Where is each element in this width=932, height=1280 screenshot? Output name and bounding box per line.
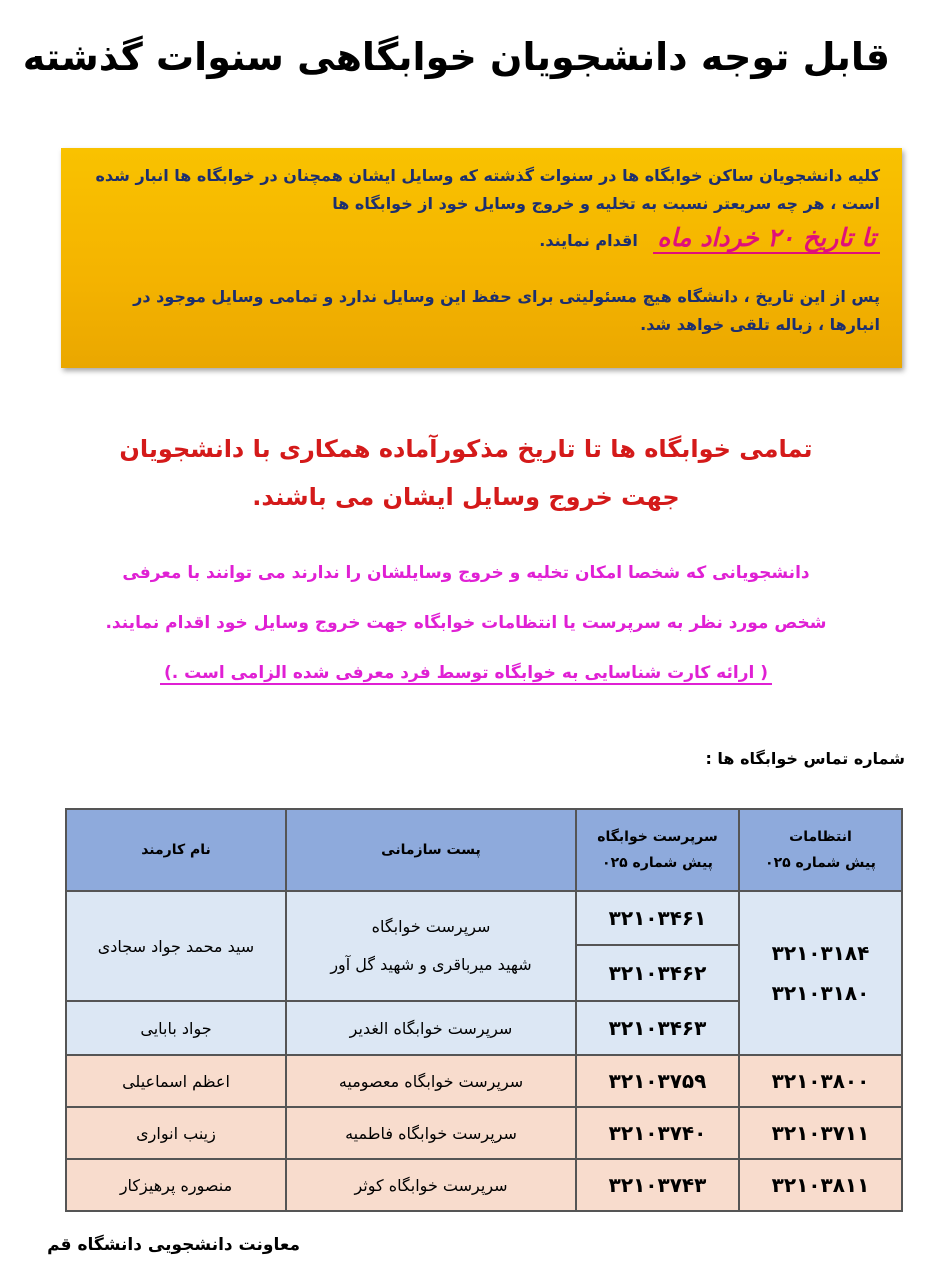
security-number: ۳۲۱۰۳۸۰۰	[739, 1055, 902, 1107]
employee-cell: سید محمد جواد سجادی	[66, 891, 286, 1001]
supervisor-number: ۳۲۱۰۳۴۶۳	[576, 1001, 739, 1055]
employee-cell: اعظم اسماعیلی	[66, 1055, 286, 1107]
supervisor-number: ۳۲۱۰۳۷۴۰	[576, 1107, 739, 1159]
position-line-2: شهید میرباقری و شهید گل آور	[330, 955, 532, 974]
security-number: ۳۲۱۰۳۷۱۱	[739, 1107, 902, 1159]
footer-signature: معاونت دانشجویی دانشگاه قم	[47, 1235, 300, 1255]
table-row	[66, 1107, 902, 1159]
id-card-note: ( ارائه کارت شناسایی به خوابگاه توسط فرد معرفی شده الزامی است .)	[160, 663, 772, 685]
header-position: پست سازمانی	[286, 809, 576, 891]
notice-box	[61, 148, 902, 368]
header-security-prefix: پیش شماره ۰۲۵	[765, 855, 876, 871]
notice-text-1: کلیه دانشجویان ساکن خوابگاه ها در سنوات گذشته که وسایل ایشان همچنان در خوابگاه ها انبار شده است ، هر چه سریعتر نسبت به تخلیه و خروج وسایل خود از خوابگاه ها	[95, 166, 880, 213]
table-row	[66, 1055, 902, 1107]
security-number: ۳۲۱۰۳۸۱۱	[739, 1159, 902, 1211]
table-header-row	[66, 809, 902, 891]
supervisor-number: ۳۲۱۰۳۷۴۳	[576, 1159, 739, 1211]
employee-cell: منصوره پرهیزکار	[66, 1159, 286, 1211]
security-number: ۳۲۱۰۳۱۸۰	[771, 981, 870, 1005]
supervisor-number: ۳۲۱۰۳۷۵۹	[576, 1055, 739, 1107]
header-supervisor-prefix: پیش شماره ۰۲۵	[602, 855, 713, 871]
security-number: ۳۲۱۰۳۱۸۴	[771, 941, 870, 965]
table-row	[66, 891, 902, 945]
representative-line-1: دانشجویانی که شخصا امکان تخلیه و خروج وسایلشان را ندارند می توانند با معرفی	[122, 563, 810, 583]
position-cell: سرپرست خوابگاه معصومیه	[286, 1055, 576, 1107]
supervisor-number: ۳۲۱۰۳۴۶۱	[576, 891, 739, 945]
header-supervisor	[576, 809, 739, 891]
cooperation-line-2: جهت خروج وسایل ایشان می باشند.	[252, 483, 680, 511]
position-cell	[286, 891, 576, 1001]
contact-table	[65, 808, 903, 1212]
id-note-line	[40, 648, 892, 698]
notice-action: اقدام نمایند.	[539, 231, 638, 250]
header-supervisor-title: سرپرست خوابگاه	[597, 829, 718, 845]
notice-text-2: پس از این تاریخ ، دانشگاه هیچ مسئولیتی برای حفظ این وسایل ندارد و تمامی وسایل موجود در انبارها ، زباله تلقی خواهد شد.	[133, 287, 880, 334]
representative-message	[40, 548, 892, 698]
position-cell: سرپرست خوابگاه کوثر	[286, 1159, 576, 1211]
supervisor-number: ۳۲۱۰۳۴۶۲	[576, 945, 739, 1001]
header-security-title: انتظامات	[789, 829, 852, 845]
representative-line-2: شخص مورد نظر به سرپرست یا انتظامات خوابگاه جهت خروج وسایل خود اقدام نمایند.	[105, 613, 827, 633]
employee-cell: زینب انواری	[66, 1107, 286, 1159]
table-row	[66, 1159, 902, 1211]
security-numbers-cell	[739, 891, 902, 1055]
deadline-date: تا تاریخ ۲۰ خرداد ماه	[653, 223, 880, 254]
position-cell: سرپرست خوابگاه فاطمیه	[286, 1107, 576, 1159]
contact-label: شماره تماس خوابگاه ها :	[705, 749, 905, 768]
deadline-line	[83, 220, 880, 259]
cooperation-line-1: تمامی خوابگاه ها تا تاریخ مذکورآماده همکاری با دانشجویان	[119, 435, 813, 463]
page-title: قابل توجه دانشجویان خوابگاهی سنوات گذشته	[22, 35, 890, 79]
header-employee: نام کارمند	[66, 809, 286, 891]
position-cell: سرپرست خوابگاه الغدیر	[286, 1001, 576, 1055]
employee-cell: جواد بابایی	[66, 1001, 286, 1055]
cooperation-message	[40, 425, 892, 521]
header-security	[739, 809, 902, 891]
position-line-1: سرپرست خوابگاه	[371, 917, 491, 936]
